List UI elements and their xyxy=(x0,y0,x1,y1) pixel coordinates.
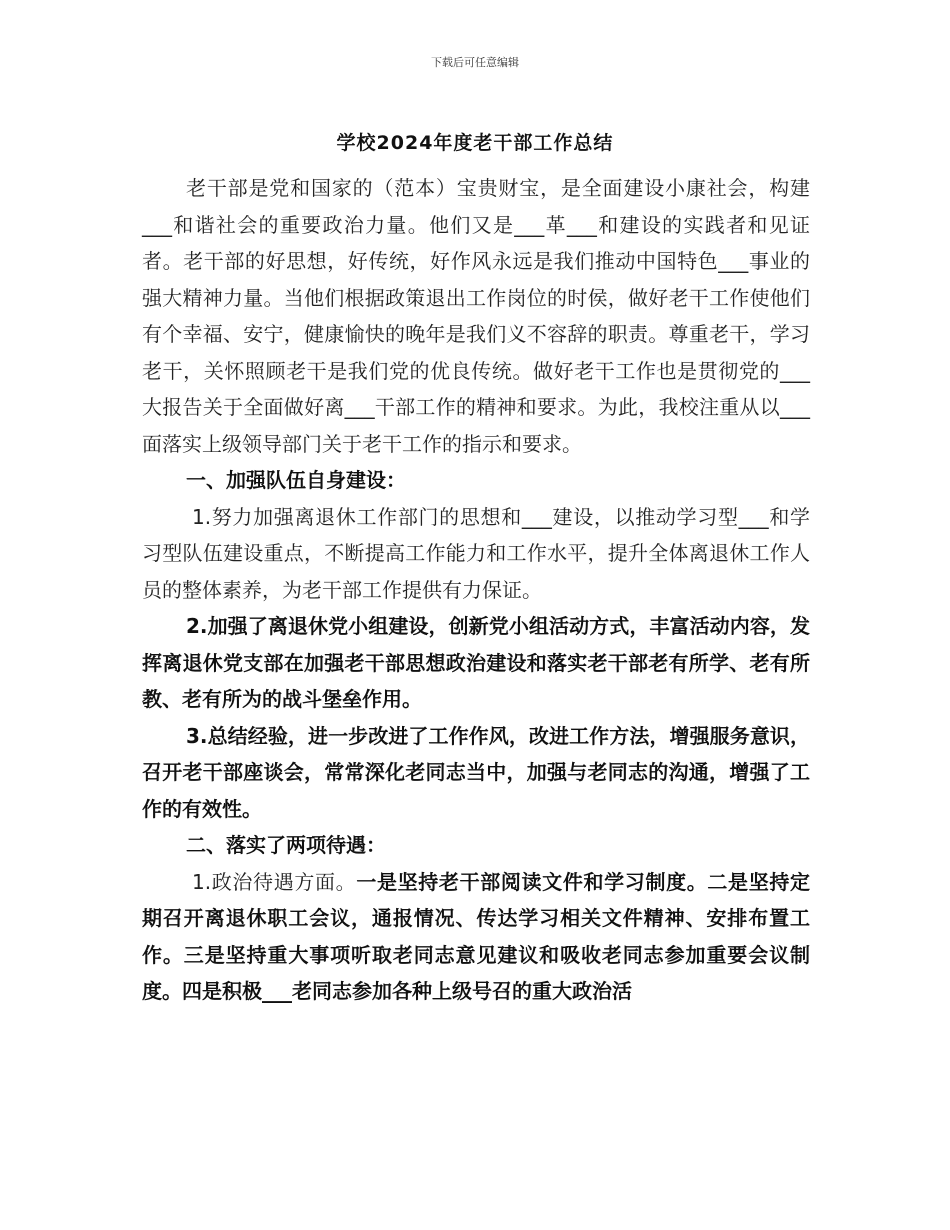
list-item-lead: 1.政治待遇方面。 xyxy=(192,869,357,894)
intro-paragraph: 老干部是党和国家的（范本）宝贵财宝，是全面建设小康社会，构建___和谐社会的重要政治力量。他们又是___革___和建设的实践者和见证者。老干部的好思想，好传统，好作风永远是我们推动中国特色___事业的强大精神力量。当他们根据政策退出工作岗位的时侯，做好老干工作使他们有个幸福、安宁，健康愉快的晚年是我们义不容辞的职责。尊重老干，学习老干，关怀照顾老干是我们党的优良传统。做好老干工作也是贯彻党的___大报告关于全面做好离___干部工作的精神和要求。为此，我校注重从以___面落实上级领导部门关于老干工作的指示和要求。 xyxy=(142,176,810,456)
document-body xyxy=(142,170,810,1010)
list-item: 3.总结经验，进一步改进了工作作风，改进工作方法，增强服务意识，召开老干部座谈会，常常深化老同志当中，加强与老同志的沟通，增强了工作的有效性。 xyxy=(142,723,810,821)
list-item: 2.加强了离退休党小组建设，创新党小组活动方式，丰富活动内容，发挥离退休党支部在加强老干部思想政治建设和落实老干部老有所学、老有所教、老有所为的战斗堡垒作用。 xyxy=(142,614,810,711)
document-title: 学校2024年度老干部工作总结 xyxy=(336,132,614,154)
header-note: 下载后可任意编辑 xyxy=(431,56,519,69)
section-heading-2: 二、落实了两项待遇： xyxy=(186,833,386,857)
list-item xyxy=(142,864,810,1010)
list-item: 1.努力加强离退休工作部门的思想和___建设，以推动学习型___和学习型队伍建设重点，不断提高工作能力和工作水平，提升全体离退休工作人员的整体素养，为老干部工作提供有力保证。 xyxy=(142,504,810,602)
list-item-text: 一是坚持老干部阅读文件和学习制度。二是坚持定期召开离退休职工会议，通报情况、传达学习相关文件精神、安排布置工作。三是坚持重大事项听取老同志意见建议和吸收老同志参加重要会议制度。四是积极___老同志参加各种上级号召的重大政治活 xyxy=(142,869,811,1003)
section-heading-1: 一、加强队伍自身建设： xyxy=(186,468,406,492)
